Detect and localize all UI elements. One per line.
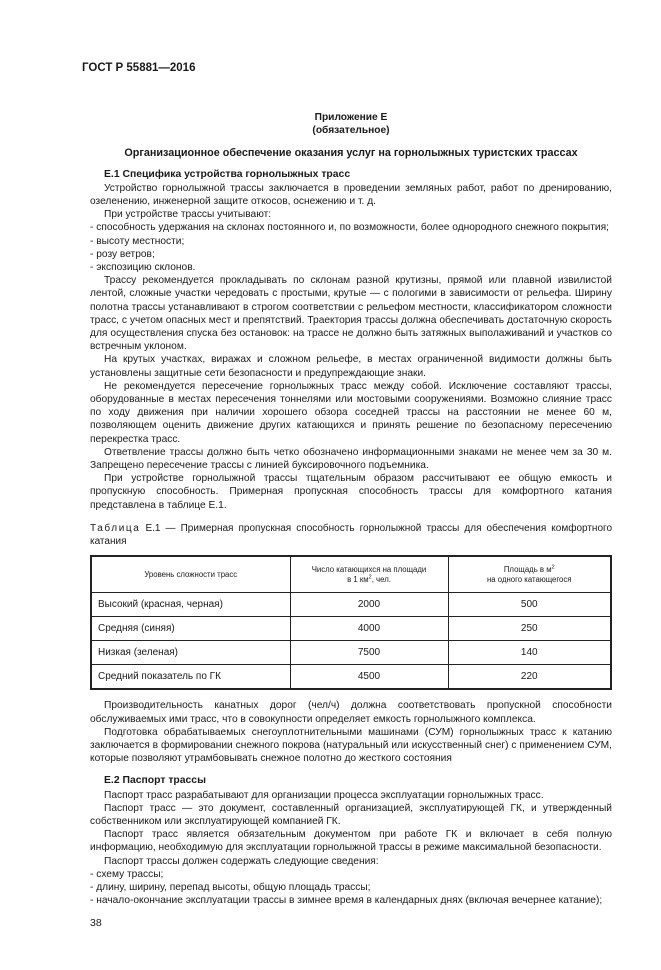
table-caption-text: Е.1 — Примерная пропускная способность горнолыжной трассы для обеспечения комфортного катания [90, 522, 612, 548]
table-caption [90, 522, 612, 548]
paragraph: Паспорт трасс — это документ, составленный организацией, эксплуатирующей ГК, и утвержденный собственником или эксплуатирующей компанией ГК. [90, 802, 612, 827]
table-row [91, 641, 611, 665]
page-number: 38 [90, 917, 102, 930]
paragraph: Не рекомендуется пересечение горнолыжных трасс между собой. Исключение составляют трассы, оборудованные в местах пересечения тоннелями или мостовыми сооружениями. Возможно слияние трасс по ходу движения при наличии хорошего обзора соседней трассы на расстоянии не менее 60 м, позволяющем оценить движение других катающихся и принять решение по безопасному пересечению перекрестка трасс. [90, 380, 612, 445]
paragraph: Устройство горнолыжной трассы заключается в проведении земляных работ, работ по дренированию, озеленению, инженерной защите откосов, оснежению и т. д. [90, 182, 612, 208]
paragraph: При устройстве трассы учитывают: [104, 209, 272, 221]
paragraph: Паспорт трасс является обязательным документом при работе ГК и включает в себя полную информацию, необходимую для эксплуатации горнолыжной трассы в режиме максимальной безопасности. [90, 829, 612, 854]
cell-level: Средний показатель по ГК [91, 665, 290, 690]
appendix-label: Приложение Е [314, 112, 388, 123]
column-header: Уровень сложности трасс [91, 556, 290, 593]
paragraph: На крутых участках, виражах и сложном рельефе, в местах ограниченной видимости должны быть установлены защитные сети безопасности и предупреждающие знаки. [90, 354, 612, 379]
cell-level: Средняя (синяя) [91, 617, 290, 641]
page-content [90, 0, 612, 970]
cell-area: 140 [448, 641, 611, 665]
table-row [91, 593, 611, 617]
paragraph: Паспорт трассы должен содержать следующие сведения: [104, 855, 379, 867]
header-text: , чел. [371, 574, 391, 584]
column-header [448, 556, 611, 593]
header-text: в 1 км [347, 574, 369, 584]
paragraph: Подготовка обрабатываемых снегоуплотнительными машинами (СУМ) горнолыжных трасс к катанию заключается в формировании снежного покрова (натуральный или искусственный снег) с применением СУМ, которые позволяют утрамбовывать снежное полотно до жесткого состояния [90, 726, 612, 765]
list-item: - способность удержания на склонах постоянного и, по возможности, более однородного снежного покрытия; [90, 222, 609, 234]
appendix-title: Организационное обеспечение оказания услуг на горнолыжных туристских трассах [124, 147, 578, 160]
cell-count: 4000 [290, 617, 448, 641]
paragraph: При устройстве горнолыжной трассы тщательным образом рассчитывают ее общую емкость и пропускную способность. Примерная пропускная способность трассы для комфортного катания представлена в таблице Е.1. [90, 473, 612, 511]
table-row [91, 617, 611, 641]
list-item: - экспозицию склонов. [90, 262, 196, 274]
paragraph: Производительность канатных дорог (чел/ч) должна соответствовать пропускной способности обслуживаемых ими трасс, что в совокупности определяет емкость горнолыжного комплекса. [90, 700, 612, 725]
cell-count: 7500 [290, 641, 448, 665]
table-caption-word: Таблица [90, 522, 141, 534]
cell-area: 220 [448, 665, 611, 690]
paragraph: Паспорт трасс разрабатывают для организации процесса эксплуатации горнолыжных трасс. [104, 789, 544, 801]
cell-area: 500 [448, 593, 611, 617]
paragraph: Ответвление трассы должно быть четко обозначено информационными знаками не менее чем за 30 м. Запрещено пересечение трассы с линией буксировочного подъемника. [90, 446, 612, 472]
section-heading-e1: Е.1 Специфика устройства горнолыжных трасс [104, 168, 351, 180]
list-item: - розу ветров; [90, 248, 155, 260]
header-text: Число катающихся на площади [311, 564, 427, 574]
list-item: - начало-окончание эксплуатации трассы в зимнее время в календарных днях (включая вечернее катание); [90, 895, 603, 907]
capacity-table [90, 555, 612, 690]
header-text: Площадь в м [503, 564, 552, 574]
cell-level: Низкая (зеленая) [91, 641, 290, 665]
column-header [290, 556, 448, 593]
list-item: - схему трассы; [90, 868, 164, 880]
superscript: 2 [551, 564, 555, 571]
section-heading-e2: Е.2 Паспорт трассы [104, 775, 206, 787]
superscript: 2 [368, 574, 372, 581]
header-text: на одного катающегося [486, 574, 572, 584]
document-header: ГОСТ Р 55881—2016 [82, 62, 196, 74]
list-item: - длину, ширину, перепад высоты, общую площадь трассы; [90, 881, 371, 893]
table-row [91, 665, 611, 690]
paragraph: Трассу рекомендуется прокладывать по склонам разной крутизны, прямой или плавной извилистой лентой, сложные участки чередовать с простыми, крутые — с пологими в зависимости от рельефа. Ширину полотна трассы устанавливают в строгом соответствии с рельефом местности, классификатором сложности трасс, с учетом опасных мест и препятствий. Траектория трассы должна обеспечивать достаточную скорость для осуществления спуска без остановок: на трассе не должно быть затяжных выполаживаний и участков со встречным уклоном. [90, 275, 612, 353]
list-item: - высоту местности; [90, 235, 185, 247]
cell-area: 250 [448, 617, 611, 641]
cell-count: 4500 [290, 665, 448, 690]
table-header-row [91, 556, 611, 593]
appendix-status: (обязательное) [312, 125, 390, 137]
cell-level: Высокий (красная, черная) [91, 593, 290, 617]
cell-count: 2000 [290, 593, 448, 617]
